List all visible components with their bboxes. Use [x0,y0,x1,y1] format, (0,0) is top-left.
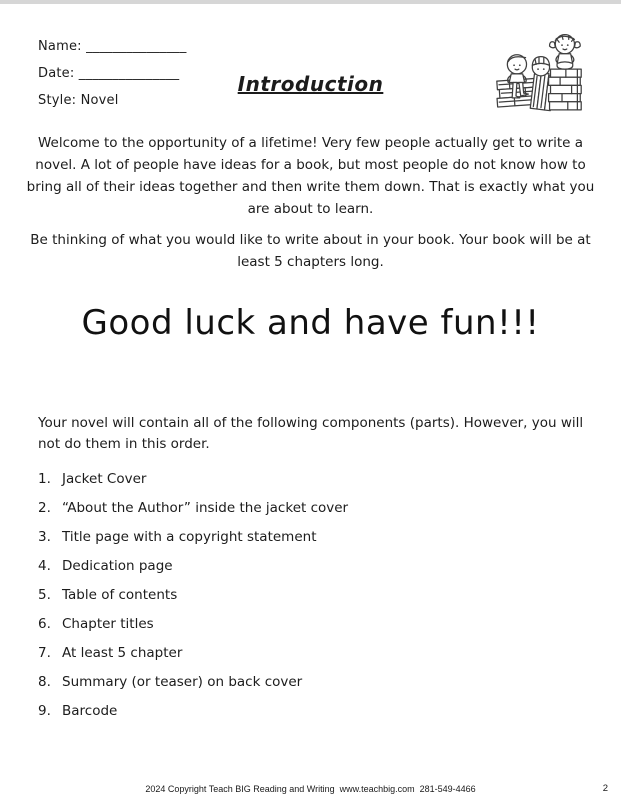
list-item-text: Barcode [62,702,118,719]
list-item-number: 7. [38,644,51,661]
list-item [38,609,595,638]
list-item-number: 5. [38,586,51,603]
list-item-number: 2. [38,499,51,516]
list-item-number: 3. [38,528,51,545]
intro-paragraph-2: Be thinking of what you would like to write about in your book. Your book will be at least 5 chapters long. [30,232,591,270]
list-item-number: 1. [38,470,51,487]
list-item-text: Dedication page [62,557,173,574]
intro-section [16,132,605,273]
page-number: 2 [602,783,608,794]
list-item [38,464,595,493]
list-item-text: At least 5 chapter [62,644,183,661]
list-item [38,522,595,551]
components-intro-text: Your novel will contain all of the following components (parts). However, you will not do them in this order. [38,415,584,452]
list-item-number: 4. [38,557,51,574]
date-label: Date: [38,66,75,81]
list-item-text: Summary (or teaser) on back cover [62,673,303,690]
name-label: Name: [38,39,82,54]
style-value: Novel [80,93,119,108]
good-luck-banner: Good luck and have fun!!! [81,303,540,343]
viewer-top-edge [0,0,621,4]
kids-on-books-clipart-icon [491,25,587,119]
list-item [38,667,595,696]
list-item-number: 6. [38,615,51,632]
components-list [38,464,595,725]
list-item-text: “About the Author” inside the jacket cover [62,499,349,516]
list-item-text: Chapter titles [62,615,154,632]
list-item-number: 9. [38,702,51,719]
date-blank-line: _______________ [78,66,180,81]
list-item [38,551,595,580]
list-item-text: Jacket Cover [62,470,147,487]
name-field-line [38,33,187,60]
list-item [38,493,595,522]
list-item [38,580,595,609]
list-item [38,638,595,667]
list-item-number: 8. [38,673,51,690]
style-label: Style: [38,93,77,108]
name-blank-line: _______________ [86,39,187,54]
page-title: Introduction [237,72,384,96]
list-item [38,696,595,725]
list-item-text: Title page with a copyright statement [62,528,317,545]
list-item-text: Table of contents [62,586,178,603]
copyright-footer: 2024 Copyright Teach BIG Reading and Writing www.teachbig.com 281-549-4466 [145,784,476,794]
intro-paragraph-1: Welcome to the opportunity of a lifetime! Very few people actually get to write a novel. A lot of people have ideas for a book, but most people do not know how to bring all of their ideas together and then write them down. That is exactly what you are about to learn. [26,135,595,217]
